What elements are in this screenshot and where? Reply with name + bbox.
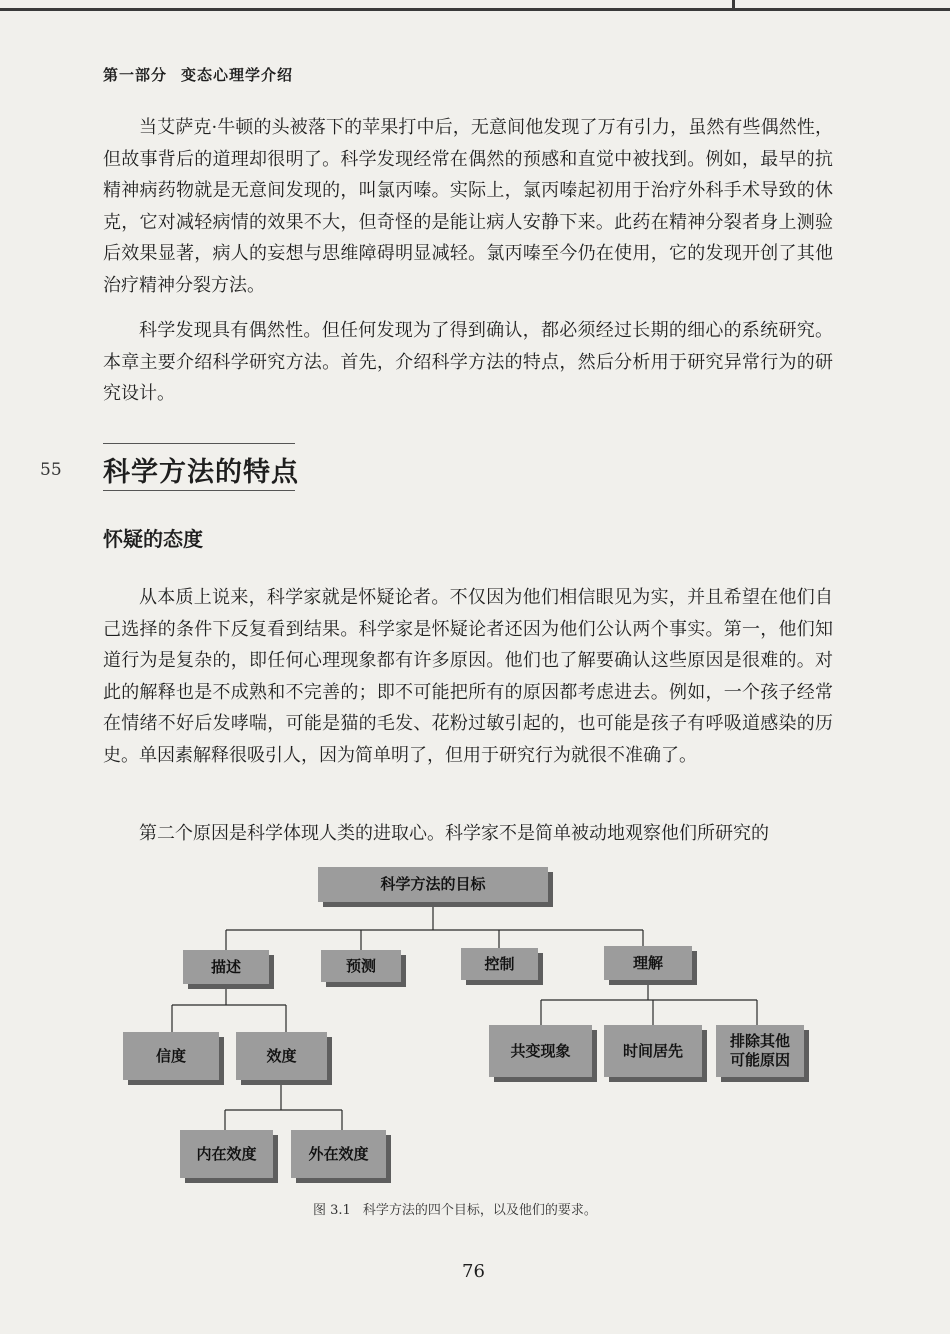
top-rule-tick [732, 0, 735, 10]
running-head-part: 第一部分 [103, 66, 168, 84]
intro-paragraph-2: 科学发现具有偶然性。但任何发现为了得到确认，都必须经过长期的细心的系统研究。本章主要介绍科学研究方法。首先，介绍科学方法的特点，然后分析用于研究异常行为的研究设计。 [103, 320, 833, 404]
top-rule [0, 8, 950, 11]
page-number: 76 [462, 1261, 485, 1282]
goal-box-predict: 预测 [321, 950, 401, 982]
goal-box-describe: 描述 [183, 950, 269, 984]
validity-box: 效度 [236, 1032, 327, 1080]
external-validity-box: 外在效度 [291, 1130, 386, 1178]
reliability-box: 信度 [123, 1032, 219, 1080]
figure-caption [313, 1199, 597, 1218]
running-head-title: 变态心理学介绍 [181, 66, 294, 84]
figure-caption-label: 图 3.1 [313, 1203, 351, 1218]
subsection-title: 怀疑的态度 [103, 527, 203, 551]
margin-page-number: 55 [40, 460, 62, 480]
body-paragraph-2: 第二个原因是科学体现人类的进取心。科学家不是简单被动地观察他们所研究的 [139, 823, 769, 844]
running-head [103, 64, 293, 85]
figure-root-box: 科学方法的目标 [318, 867, 548, 902]
section-title: 科学方法的特点 [103, 457, 299, 488]
goal-box-understand: 理解 [604, 946, 692, 980]
internal-validity-box: 内在效度 [180, 1130, 273, 1178]
temporal-precedence-box: 时间居先 [604, 1025, 702, 1077]
covariation-box: 共变现象 [489, 1025, 592, 1077]
body-paragraph-1: 从本质上说来，科学家就是怀疑论者。不仅因为他们相信眼见为实，并且希望在他们自己选择的条件下反复看到结果。科学家是怀疑论者还因为他们公认两个事实。第一，他们知道行为是复杂的，即任何心理现象都有许多原因。他们也了解要确认这些原因是很难的。对此的解释也是不成熟和不完善的；即不可能把所有的原因都考虑进去。例如，一个孩子经常在情绪不好后发哮喘，可能是猫的毛发、花粉过敏引起的，也可能是孩子有呼吸道感染的历史。单因素解释很吸引人，因为简单明了，但用于研究行为就很不准确了。 [103, 587, 833, 766]
figure-caption-text: 科学方法的四个目标，以及他们的要求。 [362, 1203, 597, 1218]
intro-paragraph-1: 当艾萨克·牛顿的头被落下的苹果打中后，无意间他发现了万有引力，虽然有些偶然性，但故事背后的道理却很明了。科学发现经常在偶然的预感和直觉中被找到。例如，最早的抗精神病药物就是无意间发现的，叫氯丙嗪。实际上，氯丙嗪起初用于治疗外科手术导致的休克，它对减轻病情的效果不大，但奇怪的是能让病人安静下来。此药在精神分裂者身上测验后效果显著，病人的妄想与思维障碍明显减轻。氯丙嗪至今仍在使用，它的发现开创了其他治疗精神分裂方法。 [103, 117, 833, 296]
section-rule-top [103, 443, 295, 444]
section-rule-bottom [103, 490, 295, 491]
goal-box-control: 控制 [461, 948, 538, 980]
rule-out-alternatives-box: 排除其他可能原因 [716, 1025, 804, 1077]
